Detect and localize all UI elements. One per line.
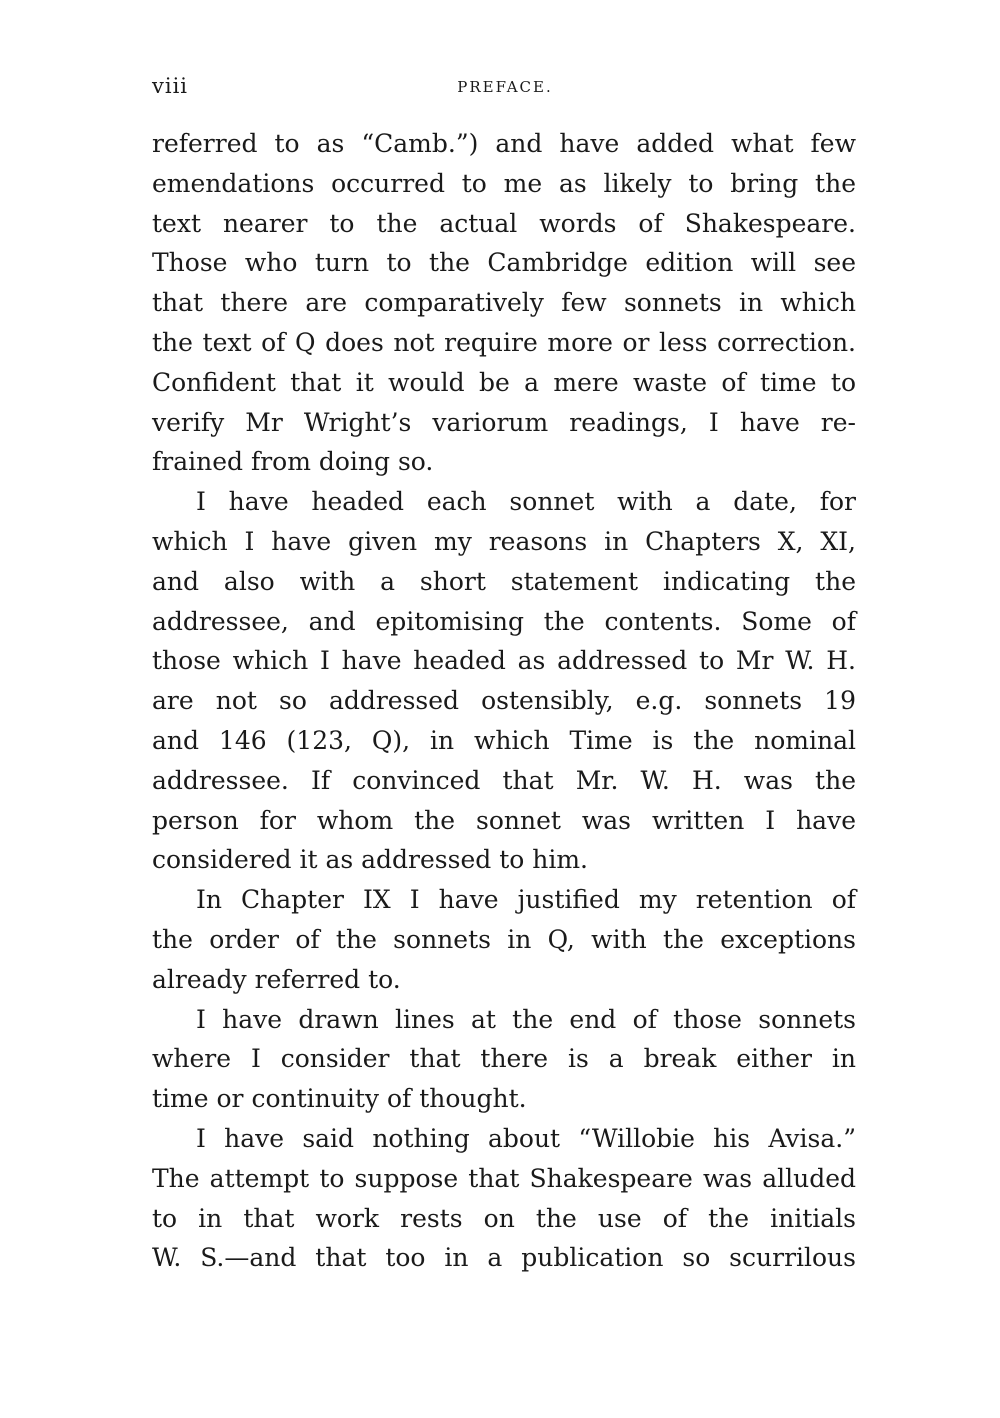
text-line: those which I have headed as addressed to Mr W. H. [152,646,856,676]
text-line: referred to as “Camb.”) and have added what few [152,129,856,158]
text-line: verify Mr Wright’s variorum readings, I have re- [152,407,856,437]
text-line: Confident that it would be a mere waste of time to [152,367,856,397]
paragraph [152,1000,856,1119]
text-line: emendations occurred to me as likely to bring the [152,168,856,198]
text-line: The attempt to suppose that Shakespeare was alluded [152,1163,856,1193]
text-line: considered it as addressed to him. [152,845,588,875]
text-line: to in that work rests on the use of the initials [152,1203,856,1233]
text-line: text nearer to the actual words of Shakespeare. [152,208,856,238]
text-line: frained from doing so. [152,447,434,477]
text-line: which I have given my reasons in Chapters X, XI, [152,526,856,556]
text-line: W. S.—and that too in a publication so scurrilous [152,1243,856,1273]
text-line: are not so addressed ostensibly, e.g. sonnets 19 [152,686,856,716]
text-line: I have headed each sonnet with a date, for [196,487,856,517]
text-line: I have drawn lines at the end of those sonnets [196,1004,856,1034]
text-line: addressee. If convinced that Mr. W. H. was the [152,765,856,795]
running-title: PREFACE. [457,78,553,96]
text-line: the order of the sonnets in Q, with the exceptions [152,924,856,954]
running-head [152,74,858,104]
text-line: In Chapter IX I have justified my retention of [196,885,856,915]
paragraph [152,482,856,880]
text-line: that there are comparatively few sonnets in which [152,288,856,318]
paragraph [152,1119,856,1278]
text-line: Those who turn to the Cambridge edition will see [152,248,856,278]
text-line: and 146 (123, Q), in which Time is the nominal [152,725,856,755]
text-line: where I consider that there is a break either in [152,1044,856,1074]
paragraph [152,880,856,999]
text-line: addressee, and epitomising the contents. Some of [152,606,856,636]
text-line: the text of Q does not require more or less correction. [152,327,856,357]
page-number: viii [152,74,189,98]
body-text [152,124,856,1278]
text-line: person for whom the sonnet was written I have [152,805,856,835]
text-line: and also with a short statement indicating the [152,566,856,596]
paragraph [152,124,856,482]
text-line: time or continuity of thought. [152,1084,527,1114]
text-line: already referred to. [152,964,401,994]
text-line: I have said nothing about “Willobie his Avisa.” [196,1123,856,1153]
